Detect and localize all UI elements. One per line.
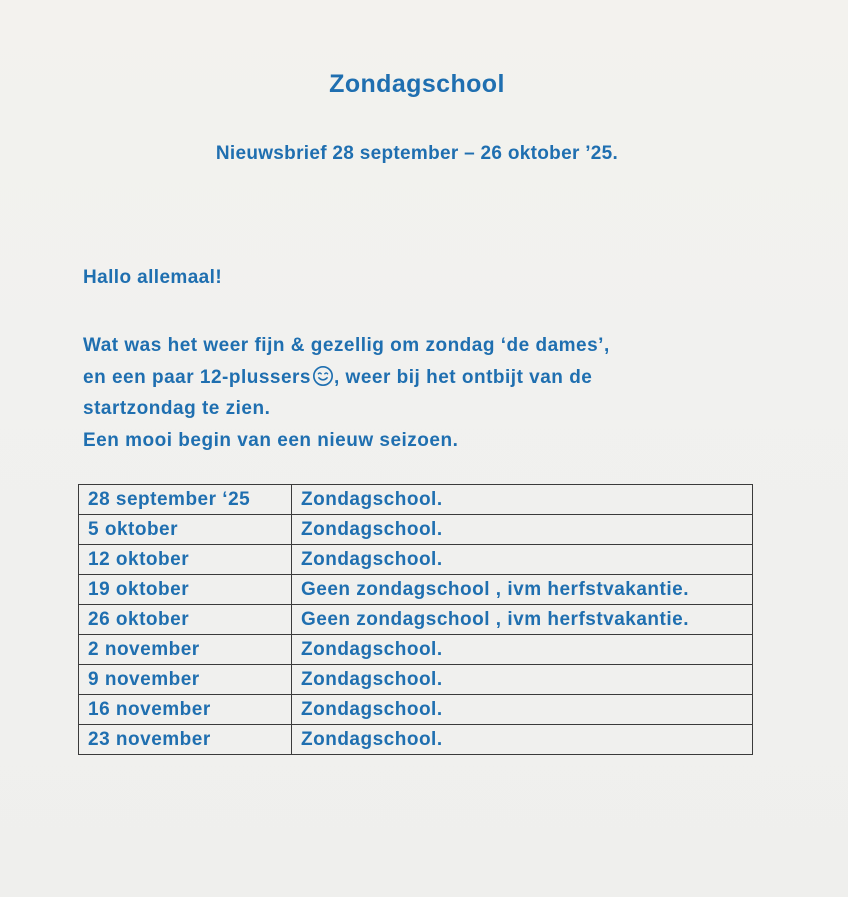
schedule-date: 28 september ‘25 — [79, 485, 292, 515]
table-row — [79, 515, 753, 545]
schedule-date: 23 november — [79, 725, 292, 755]
intro-line-1: Wat was het weer fijn & gezellig om zondag ‘de dames’, — [83, 335, 610, 356]
schedule-date: 16 november — [79, 695, 292, 725]
page-title: Zondagschool — [329, 70, 505, 98]
table-row — [79, 635, 753, 665]
greeting: Hallo allemaal! — [83, 267, 223, 288]
schedule-activity: Geen zondagschool , ivm herfstvakantie. — [292, 605, 753, 635]
intro-line-2 — [83, 362, 763, 394]
smiling-face-icon — [312, 365, 334, 387]
intro-line-2-start: en een paar 12-plussers — [83, 366, 311, 388]
schedule-date: 5 oktober — [79, 515, 292, 545]
intro-line-2-end: , weer bij het ontbijt van de — [334, 366, 593, 388]
newsletter-subtitle: Nieuwsbrief 28 september – 26 oktober ’25. — [215, 143, 619, 164]
schedule-date: 19 oktober — [79, 575, 292, 605]
schedule-activity: Geen zondagschool , ivm herfstvakantie. — [292, 575, 753, 605]
schedule-date: 9 november — [79, 665, 292, 695]
table-row — [79, 605, 753, 635]
table-row — [79, 575, 753, 605]
schedule-date: 12 oktober — [79, 545, 292, 575]
table-row — [79, 485, 753, 515]
schedule-activity: Zondagschool. — [292, 635, 753, 665]
schedule-activity: Zondagschool. — [292, 545, 753, 575]
table-row — [79, 545, 753, 575]
schedule-date: 2 november — [79, 635, 292, 665]
table-row — [79, 665, 753, 695]
table-row — [79, 695, 753, 725]
schedule-table — [78, 484, 753, 755]
schedule-date: 26 oktober — [79, 605, 292, 635]
intro-line-3: startzondag te zien. — [83, 398, 271, 419]
intro-paragraph — [83, 330, 763, 456]
schedule-activity: Zondagschool. — [292, 485, 753, 515]
schedule-activity: Zondagschool. — [292, 725, 753, 755]
schedule-activity: Zondagschool. — [292, 665, 753, 695]
schedule-activity: Zondagschool. — [292, 695, 753, 725]
schedule-activity: Zondagschool. — [292, 515, 753, 545]
table-row — [79, 725, 753, 755]
intro-line-4: Een mooi begin van een nieuw seizoen. — [83, 429, 459, 451]
